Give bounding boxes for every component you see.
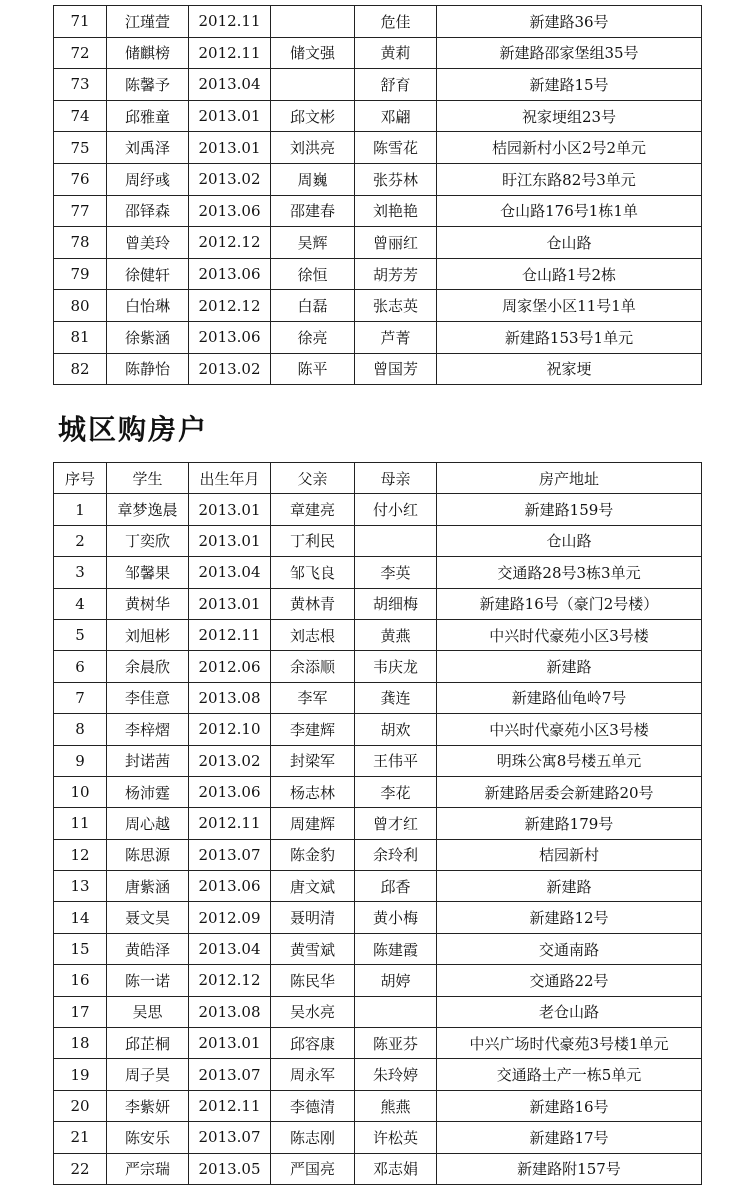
cell-index: 11 bbox=[54, 808, 107, 839]
cell-student: 黄树华 bbox=[107, 588, 189, 619]
cell-student: 徐紫涵 bbox=[107, 321, 189, 353]
cell-index: 73 bbox=[54, 69, 107, 101]
header-address: 房产地址 bbox=[437, 463, 702, 494]
cell-birth: 2012.06 bbox=[189, 651, 271, 682]
cell-birth: 2013.01 bbox=[189, 1028, 271, 1059]
table-row bbox=[54, 290, 702, 322]
cell-index: 9 bbox=[54, 745, 107, 776]
cell-address: 交通路28号3栋3单元 bbox=[437, 557, 702, 588]
cell-address: 祝家埂 bbox=[437, 353, 702, 385]
cell-address: 新建路居委会新建路20号 bbox=[437, 776, 702, 807]
cell-index: 20 bbox=[54, 1090, 107, 1121]
cell-student: 陈静怡 bbox=[107, 353, 189, 385]
cell-father: 章建亮 bbox=[271, 494, 355, 525]
cell-birth: 2013.01 bbox=[189, 588, 271, 619]
table-row bbox=[54, 808, 702, 839]
cell-father: 吴水亮 bbox=[271, 996, 355, 1027]
cell-father: 丁利民 bbox=[271, 525, 355, 556]
table-row bbox=[54, 619, 702, 650]
cell-birth: 2013.06 bbox=[189, 776, 271, 807]
cell-index: 79 bbox=[54, 258, 107, 290]
table-row bbox=[54, 651, 702, 682]
cell-student: 江瑾萱 bbox=[107, 6, 189, 38]
cell-birth: 2012.11 bbox=[189, 1090, 271, 1121]
table-row bbox=[54, 871, 702, 902]
cell-mother: 陈建霞 bbox=[355, 933, 437, 964]
cell-index: 3 bbox=[54, 557, 107, 588]
cell-student: 章梦逸晨 bbox=[107, 494, 189, 525]
cell-address: 新建路邵家堡组35号 bbox=[437, 37, 702, 69]
cell-birth: 2013.08 bbox=[189, 682, 271, 713]
cell-index: 4 bbox=[54, 588, 107, 619]
cell-student: 曾美玲 bbox=[107, 227, 189, 259]
cell-birth: 2013.06 bbox=[189, 258, 271, 290]
cell-student: 刘旭彬 bbox=[107, 619, 189, 650]
cell-student: 聂文昊 bbox=[107, 902, 189, 933]
cell-student: 邱芷桐 bbox=[107, 1028, 189, 1059]
table-row bbox=[54, 996, 702, 1027]
cell-address: 新建路 bbox=[437, 651, 702, 682]
cell-father: 陈志刚 bbox=[271, 1122, 355, 1153]
table-row bbox=[54, 682, 702, 713]
cell-father: 邵建春 bbox=[271, 195, 355, 227]
cell-birth: 2013.01 bbox=[189, 525, 271, 556]
cell-address: 仓山路1号2栋 bbox=[437, 258, 702, 290]
cell-mother: 黄小梅 bbox=[355, 902, 437, 933]
table-row bbox=[54, 933, 702, 964]
cell-address: 中兴时代豪苑小区3号楼 bbox=[437, 619, 702, 650]
cell-address: 新建路36号 bbox=[437, 6, 702, 38]
cell-index: 74 bbox=[54, 100, 107, 132]
cell-index: 5 bbox=[54, 619, 107, 650]
cell-address: 新建路附157号 bbox=[437, 1153, 702, 1184]
housing-table-body bbox=[54, 494, 702, 1185]
header-mother: 母亲 bbox=[355, 463, 437, 494]
cell-birth: 2012.12 bbox=[189, 227, 271, 259]
cell-mother: 陈雪花 bbox=[355, 132, 437, 164]
cell-index: 16 bbox=[54, 965, 107, 996]
cell-birth: 2013.07 bbox=[189, 839, 271, 870]
table-row bbox=[54, 1028, 702, 1059]
table-row bbox=[54, 839, 702, 870]
cell-mother: 付小红 bbox=[355, 494, 437, 525]
cell-student: 刘禹泽 bbox=[107, 132, 189, 164]
cell-index: 7 bbox=[54, 682, 107, 713]
cell-mother: 黄燕 bbox=[355, 619, 437, 650]
cell-father: 邱文彬 bbox=[271, 100, 355, 132]
cell-student: 丁奕欣 bbox=[107, 525, 189, 556]
table-row bbox=[54, 965, 702, 996]
cell-index: 80 bbox=[54, 290, 107, 322]
cell-index: 12 bbox=[54, 839, 107, 870]
cell-address: 新建路 bbox=[437, 871, 702, 902]
cell-student: 周纾彧 bbox=[107, 163, 189, 195]
cell-mother: 曾才红 bbox=[355, 808, 437, 839]
cell-student: 唐紫涵 bbox=[107, 871, 189, 902]
cell-father: 邹飞良 bbox=[271, 557, 355, 588]
cell-index: 1 bbox=[54, 494, 107, 525]
cell-birth: 2013.01 bbox=[189, 100, 271, 132]
cell-address: 盱江东路82号3单元 bbox=[437, 163, 702, 195]
cell-father: 储文强 bbox=[271, 37, 355, 69]
cell-father: 吴辉 bbox=[271, 227, 355, 259]
table-row bbox=[54, 321, 702, 353]
table-row bbox=[54, 557, 702, 588]
cell-student: 白怡琳 bbox=[107, 290, 189, 322]
cell-birth: 2012.11 bbox=[189, 6, 271, 38]
cell-mother: 张芬林 bbox=[355, 163, 437, 195]
cell-birth: 2013.04 bbox=[189, 933, 271, 964]
cell-mother: 刘艳艳 bbox=[355, 195, 437, 227]
table-row bbox=[54, 163, 702, 195]
cell-index: 6 bbox=[54, 651, 107, 682]
cell-index: 75 bbox=[54, 132, 107, 164]
cell-birth: 2013.06 bbox=[189, 195, 271, 227]
cell-birth: 2013.02 bbox=[189, 353, 271, 385]
cell-birth: 2013.01 bbox=[189, 494, 271, 525]
cell-father bbox=[271, 6, 355, 38]
cell-birth: 2012.09 bbox=[189, 902, 271, 933]
table-row bbox=[54, 1122, 702, 1153]
cell-mother: 曾国芳 bbox=[355, 353, 437, 385]
cell-index: 18 bbox=[54, 1028, 107, 1059]
cell-address: 新建路12号 bbox=[437, 902, 702, 933]
cell-index: 72 bbox=[54, 37, 107, 69]
cell-address: 交通路22号 bbox=[437, 965, 702, 996]
cell-father: 李德清 bbox=[271, 1090, 355, 1121]
cell-birth: 2013.04 bbox=[189, 557, 271, 588]
cell-birth: 2012.12 bbox=[189, 290, 271, 322]
cell-mother: 黄莉 bbox=[355, 37, 437, 69]
cell-address: 中兴时代豪苑小区3号楼 bbox=[437, 714, 702, 745]
cell-birth: 2013.02 bbox=[189, 163, 271, 195]
cell-student: 邱雅童 bbox=[107, 100, 189, 132]
table-row bbox=[54, 132, 702, 164]
cell-index: 13 bbox=[54, 871, 107, 902]
cell-mother: 胡欢 bbox=[355, 714, 437, 745]
cell-student: 李佳意 bbox=[107, 682, 189, 713]
cell-student: 周心越 bbox=[107, 808, 189, 839]
previous-page-table bbox=[53, 5, 702, 385]
cell-birth: 2013.01 bbox=[189, 132, 271, 164]
cell-father: 陈平 bbox=[271, 353, 355, 385]
cell-father: 封梁军 bbox=[271, 745, 355, 776]
header-father: 父亲 bbox=[271, 463, 355, 494]
table-row bbox=[54, 69, 702, 101]
cell-address: 交通南路 bbox=[437, 933, 702, 964]
cell-birth: 2013.05 bbox=[189, 1153, 271, 1184]
cell-address: 桔园新村小区2号2单元 bbox=[437, 132, 702, 164]
cell-address: 新建路153号1单元 bbox=[437, 321, 702, 353]
cell-student: 杨沛霆 bbox=[107, 776, 189, 807]
cell-address: 交通路土产一栋5单元 bbox=[437, 1059, 702, 1090]
cell-mother: 朱玲婷 bbox=[355, 1059, 437, 1090]
cell-father: 徐亮 bbox=[271, 321, 355, 353]
cell-birth: 2012.10 bbox=[189, 714, 271, 745]
cell-mother: 邓翩 bbox=[355, 100, 437, 132]
header-index: 序号 bbox=[54, 463, 107, 494]
cell-address: 仓山路 bbox=[437, 227, 702, 259]
table-row bbox=[54, 100, 702, 132]
cell-index: 76 bbox=[54, 163, 107, 195]
cell-student: 陈一诺 bbox=[107, 965, 189, 996]
cell-father: 陈金豹 bbox=[271, 839, 355, 870]
cell-index: 71 bbox=[54, 6, 107, 38]
cell-father: 黄林青 bbox=[271, 588, 355, 619]
cell-father: 白磊 bbox=[271, 290, 355, 322]
cell-father: 聂明清 bbox=[271, 902, 355, 933]
cell-father: 李建辉 bbox=[271, 714, 355, 745]
cell-mother bbox=[355, 525, 437, 556]
cell-address: 明珠公寓8号楼五单元 bbox=[437, 745, 702, 776]
cell-father: 刘志根 bbox=[271, 619, 355, 650]
cell-birth: 2012.11 bbox=[189, 619, 271, 650]
cell-father: 周巍 bbox=[271, 163, 355, 195]
cell-father: 陈民华 bbox=[271, 965, 355, 996]
cell-student: 封诺茜 bbox=[107, 745, 189, 776]
cell-father: 李军 bbox=[271, 682, 355, 713]
cell-address: 中兴广场时代豪苑3号楼1单元 bbox=[437, 1028, 702, 1059]
table-row bbox=[54, 588, 702, 619]
cell-birth: 2013.04 bbox=[189, 69, 271, 101]
cell-father: 余添顺 bbox=[271, 651, 355, 682]
cell-birth: 2012.12 bbox=[189, 965, 271, 996]
cell-mother: 韦庆龙 bbox=[355, 651, 437, 682]
cell-birth: 2013.07 bbox=[189, 1059, 271, 1090]
cell-mother: 曾丽红 bbox=[355, 227, 437, 259]
cell-student: 周子昊 bbox=[107, 1059, 189, 1090]
table-row bbox=[54, 37, 702, 69]
cell-birth: 2013.06 bbox=[189, 871, 271, 902]
cell-mother: 许松英 bbox=[355, 1122, 437, 1153]
table-row bbox=[54, 258, 702, 290]
cell-address: 新建路17号 bbox=[437, 1122, 702, 1153]
cell-birth: 2013.07 bbox=[189, 1122, 271, 1153]
cell-student: 严宗瑞 bbox=[107, 1153, 189, 1184]
cell-mother: 邱香 bbox=[355, 871, 437, 902]
table-row bbox=[54, 1153, 702, 1184]
table-row bbox=[54, 195, 702, 227]
cell-birth: 2013.06 bbox=[189, 321, 271, 353]
table-row bbox=[54, 227, 702, 259]
cell-student: 徐健轩 bbox=[107, 258, 189, 290]
cell-mother bbox=[355, 996, 437, 1027]
cell-index: 81 bbox=[54, 321, 107, 353]
table-header-row bbox=[54, 463, 702, 494]
cell-father: 周建辉 bbox=[271, 808, 355, 839]
cell-mother: 胡细梅 bbox=[355, 588, 437, 619]
cell-birth: 2013.02 bbox=[189, 745, 271, 776]
cell-address: 桔园新村 bbox=[437, 839, 702, 870]
cell-birth: 2012.11 bbox=[189, 37, 271, 69]
cell-index: 22 bbox=[54, 1153, 107, 1184]
cell-student: 储麒榜 bbox=[107, 37, 189, 69]
cell-student: 余晨欣 bbox=[107, 651, 189, 682]
cell-index: 21 bbox=[54, 1122, 107, 1153]
cell-student: 陈馨予 bbox=[107, 69, 189, 101]
cell-student: 邹馨果 bbox=[107, 557, 189, 588]
cell-student: 黄皓泽 bbox=[107, 933, 189, 964]
table-row bbox=[54, 1059, 702, 1090]
cell-index: 78 bbox=[54, 227, 107, 259]
table-row bbox=[54, 494, 702, 525]
cell-mother: 李英 bbox=[355, 557, 437, 588]
cell-birth: 2013.08 bbox=[189, 996, 271, 1027]
table-row bbox=[54, 745, 702, 776]
cell-mother: 舒育 bbox=[355, 69, 437, 101]
cell-index: 82 bbox=[54, 353, 107, 385]
housing-table bbox=[53, 462, 702, 1185]
cell-index: 8 bbox=[54, 714, 107, 745]
cell-student: 陈思源 bbox=[107, 839, 189, 870]
cell-address: 新建路15号 bbox=[437, 69, 702, 101]
table-row bbox=[54, 6, 702, 38]
cell-mother: 邓志娟 bbox=[355, 1153, 437, 1184]
cell-father: 唐文斌 bbox=[271, 871, 355, 902]
cell-father bbox=[271, 69, 355, 101]
cell-index: 17 bbox=[54, 996, 107, 1027]
cell-mother: 王伟平 bbox=[355, 745, 437, 776]
cell-address: 周家堡小区11号1单 bbox=[437, 290, 702, 322]
table-row bbox=[54, 1090, 702, 1121]
cell-index: 2 bbox=[54, 525, 107, 556]
cell-father: 杨志林 bbox=[271, 776, 355, 807]
cell-mother: 余玲利 bbox=[355, 839, 437, 870]
cell-address: 新建路仙龟岭7号 bbox=[437, 682, 702, 713]
table-row bbox=[54, 714, 702, 745]
header-student: 学生 bbox=[107, 463, 189, 494]
cell-index: 10 bbox=[54, 776, 107, 807]
cell-index: 77 bbox=[54, 195, 107, 227]
cell-birth: 2012.11 bbox=[189, 808, 271, 839]
cell-mother: 龚连 bbox=[355, 682, 437, 713]
cell-address: 新建路16号（豪门2号楼） bbox=[437, 588, 702, 619]
cell-address: 老仓山路 bbox=[437, 996, 702, 1027]
table-row bbox=[54, 525, 702, 556]
cell-father: 邱容康 bbox=[271, 1028, 355, 1059]
cell-index: 14 bbox=[54, 902, 107, 933]
cell-father: 周永军 bbox=[271, 1059, 355, 1090]
cell-mother: 芦菁 bbox=[355, 321, 437, 353]
cell-father: 黄雪斌 bbox=[271, 933, 355, 964]
cell-mother: 危佳 bbox=[355, 6, 437, 38]
cell-mother: 熊燕 bbox=[355, 1090, 437, 1121]
cell-mother: 胡婷 bbox=[355, 965, 437, 996]
cell-father: 刘洪亮 bbox=[271, 132, 355, 164]
cell-index: 19 bbox=[54, 1059, 107, 1090]
cell-father: 徐恒 bbox=[271, 258, 355, 290]
section-title: 城区购房户 bbox=[58, 413, 209, 446]
cell-student: 吴思 bbox=[107, 996, 189, 1027]
cell-address: 新建路159号 bbox=[437, 494, 702, 525]
cell-father: 严国亮 bbox=[271, 1153, 355, 1184]
cell-mother: 张志英 bbox=[355, 290, 437, 322]
cell-address: 仓山路 bbox=[437, 525, 702, 556]
cell-address: 新建路179号 bbox=[437, 808, 702, 839]
table-row bbox=[54, 353, 702, 385]
cell-address: 新建路16号 bbox=[437, 1090, 702, 1121]
cell-student: 邵铎森 bbox=[107, 195, 189, 227]
cell-index: 15 bbox=[54, 933, 107, 964]
cell-student: 李梓熠 bbox=[107, 714, 189, 745]
header-birth: 出生年月 bbox=[189, 463, 271, 494]
cell-mother: 胡芳芳 bbox=[355, 258, 437, 290]
cell-mother: 陈亚芬 bbox=[355, 1028, 437, 1059]
table-row bbox=[54, 902, 702, 933]
cell-address: 祝家埂组23号 bbox=[437, 100, 702, 132]
previous-page-table-body bbox=[54, 6, 702, 385]
cell-address: 仓山路176号1栋1单 bbox=[437, 195, 702, 227]
table-row bbox=[54, 776, 702, 807]
cell-student: 陈安乐 bbox=[107, 1122, 189, 1153]
cell-mother: 李花 bbox=[355, 776, 437, 807]
cell-student: 李紫妍 bbox=[107, 1090, 189, 1121]
